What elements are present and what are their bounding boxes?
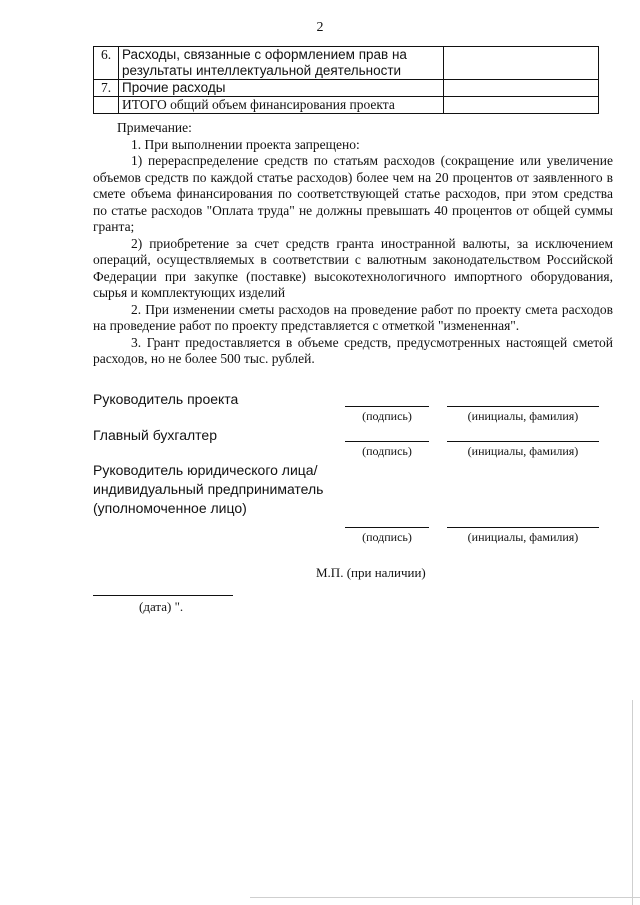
initials-line bbox=[447, 527, 599, 528]
row-item-name: Прочие расходы bbox=[119, 80, 444, 97]
row-item-name: Расходы, связанные с оформлением прав на результаты интеллектуальной деятельности bbox=[119, 47, 444, 80]
legal-entity-head-label bbox=[93, 461, 323, 518]
stamp-label: М.П. (при наличии) bbox=[316, 565, 426, 580]
initials-line bbox=[447, 441, 599, 442]
row-number bbox=[94, 97, 119, 114]
table-row bbox=[94, 80, 599, 97]
initials-line bbox=[447, 406, 599, 407]
date-line bbox=[93, 595, 233, 596]
legal-entity-line: (уполномоченное лицо) bbox=[93, 500, 247, 516]
notes-heading: Примечание: bbox=[117, 120, 192, 135]
signature-caption: (подпись) bbox=[362, 530, 412, 544]
chief-accountant-label: Главный бухгалтер bbox=[93, 427, 217, 443]
table-row bbox=[94, 97, 599, 114]
scan-edge bbox=[250, 897, 640, 898]
legal-entity-line: Руководитель юридического лица/ bbox=[93, 462, 318, 478]
row-number: 7. bbox=[94, 80, 119, 97]
row-item-name: ИТОГО общий объем финансирования проекта bbox=[119, 97, 444, 114]
budget-table bbox=[93, 46, 599, 114]
signature-line bbox=[345, 406, 429, 407]
note-paragraph: 1. При выполнении проекта запрещено: bbox=[131, 136, 360, 152]
page-number: 2 bbox=[316, 20, 324, 35]
row-amount bbox=[444, 97, 599, 114]
note-paragraph: 3. Грант предоставляется в объеме средств, предусмотренных настоящей сметой расходов, но не более 500 тыс. рублей. bbox=[93, 334, 613, 366]
note-paragraph: 1) перераспределение средств по статьям расходов (сокращение или увеличение объемов средств по каждой статье расходов) более чем на 20 процентов от заявленного в смете объема финансирования по соответствующей статье расходов, при этом средства по статье расходов "Оплата труда" не должны превышать 40 процентов от общей суммы гранта; bbox=[93, 153, 613, 234]
signature-caption: (подпись) bbox=[362, 409, 412, 423]
row-amount bbox=[444, 47, 599, 80]
initials-caption: (инициалы, фамилия) bbox=[467, 444, 579, 458]
scan-edge bbox=[632, 700, 633, 905]
project-head-label: Руководитель проекта bbox=[93, 391, 239, 407]
notes-section bbox=[93, 120, 613, 368]
signature-line bbox=[345, 441, 429, 442]
row-number: 6. bbox=[94, 47, 119, 80]
signature-caption: (подпись) bbox=[362, 444, 412, 458]
initials-caption: (инициалы, фамилия) bbox=[467, 530, 579, 544]
table-row bbox=[94, 47, 599, 80]
initials-caption: (инициалы, фамилия) bbox=[467, 409, 579, 423]
legal-entity-line: индивидуальный предприниматель bbox=[93, 481, 324, 497]
note-paragraph: 2. При изменении сметы расходов на проведение работ по проекту смета расходов на проведение работ по проекту представляется с отметкой "измененная". bbox=[93, 301, 613, 333]
date-caption: (дата) ". bbox=[139, 599, 184, 614]
note-paragraph: 2) приобретение за счет средств гранта иностранной валюты, за исключением операций, осуществляемых в соответствии с валютным законодательством Российской Федерации при закупке (поставке) высокотехнологичного импортного оборудования, сырья и комплектующих изделий bbox=[93, 235, 613, 300]
row-amount bbox=[444, 80, 599, 97]
signature-line bbox=[345, 527, 429, 528]
